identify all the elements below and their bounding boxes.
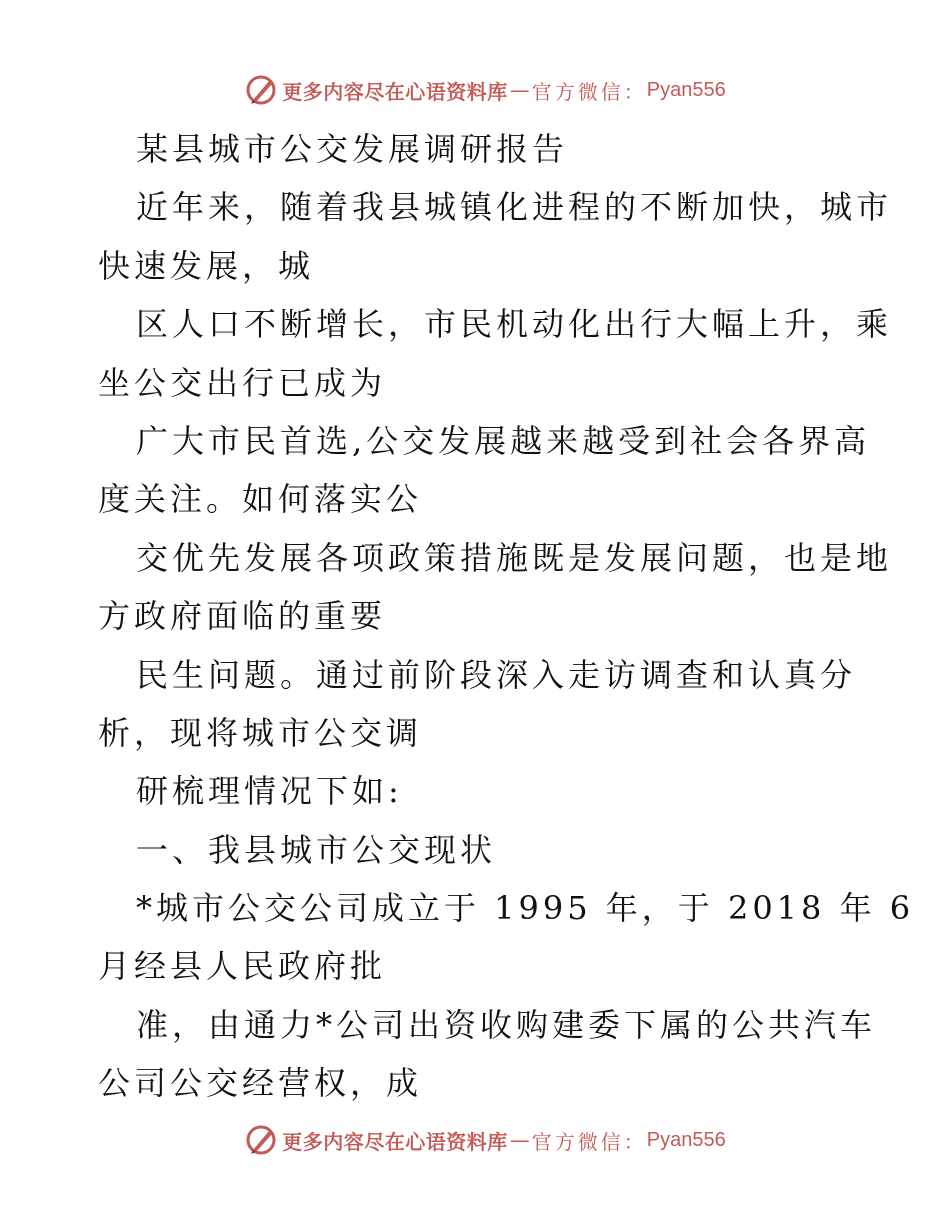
- text-line: 坐公交出行已成为: [98, 363, 387, 402]
- header-banner-content: [244, 73, 725, 107]
- footer-banner-content: [244, 1123, 725, 1157]
- text-line: 方政府面临的重要: [98, 597, 387, 636]
- banner-wechat-id: Pyan556: [646, 78, 726, 101]
- text-line: 区人口不断增长，市民机动化出行大幅上升，乘: [136, 305, 893, 344]
- banner-site-text: 更多内容尽在心语资料库: [282, 79, 508, 104]
- banner-wechat-id: Pyan556: [646, 1128, 726, 1151]
- section-heading: 一、我县城市公交现状: [136, 830, 497, 869]
- header-banner: [0, 70, 950, 110]
- banner-site-text: 更多内容尽在心语资料库: [282, 1129, 508, 1154]
- text-line: 准，由通力*公司出资收购建委下属的公共汽车: [136, 1005, 877, 1044]
- document-title: 某县城市公交发展调研报告: [136, 130, 569, 168]
- text-line: *城市公交公司成立于 1995 年，于 2018 年 6: [136, 889, 915, 928]
- text-line: 民生问题。通过前阶段深入走访调查和认真分: [136, 655, 857, 694]
- banner-dash: —: [509, 78, 530, 102]
- banner-wechat-label: 官方微信：: [531, 1129, 647, 1154]
- text-line: 近年来，随着我县城镇化进程的不断加快，城市: [136, 188, 893, 227]
- text-line: 研梳理情况下如:: [136, 772, 403, 811]
- text-line: 快速发展，城: [98, 246, 315, 285]
- text-line: 广大市民首选,公交发展越来越受到社会各界高: [136, 421, 871, 460]
- text-line: 交优先发展各项政策措施既是发展问题，也是地: [136, 538, 893, 577]
- text-line: 析，现将城市公交调: [98, 713, 423, 752]
- text-line: 度关注。如何落实公: [98, 480, 423, 519]
- pen-logo-icon: [244, 1123, 278, 1157]
- banner-dash: —: [509, 1128, 530, 1152]
- banner-wechat-label: 官方微信：: [531, 79, 647, 104]
- footer-banner: [0, 1120, 950, 1160]
- document-body: [98, 120, 915, 1113]
- text-line: 月经县人民政府批: [98, 947, 387, 986]
- pen-logo-icon: [244, 73, 278, 107]
- text-line: 公司公交经营权，成: [98, 1064, 423, 1103]
